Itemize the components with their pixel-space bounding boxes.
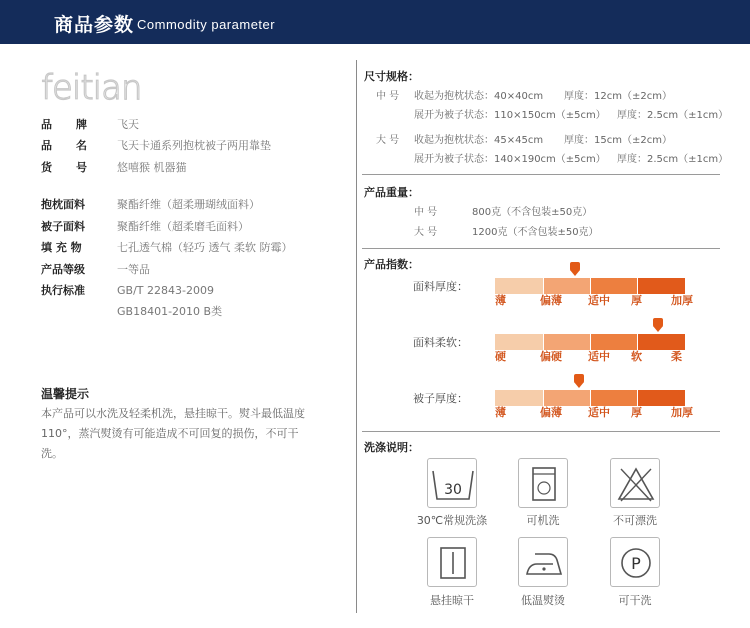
info-value: 聚酯纤维（超柔磨毛面料）	[117, 220, 249, 233]
dry-clean-letter: P	[631, 554, 641, 573]
size-large-pillow-thick: 厚度：15cm（±2cm）	[564, 135, 672, 146]
size-medium-quilt-thick: 厚度：2.5cm（±1cm）	[617, 110, 729, 121]
info-value: 飞天卡通系列抱枕被子两用靠垫	[117, 139, 271, 152]
index-label: 适中	[588, 294, 610, 307]
washing-caption: 不可漂洗	[613, 514, 657, 527]
info-key: 产品等级	[41, 263, 85, 276]
index-label: 加厚	[671, 406, 693, 419]
section-divider	[362, 174, 720, 175]
size-large-quilt-thick: 厚度：2.5cm（±1cm）	[617, 154, 729, 165]
info-key	[41, 138, 87, 154]
low-iron-icon	[518, 537, 568, 587]
info-key-char: 货	[41, 161, 52, 174]
section-divider	[362, 248, 720, 249]
weight-label-medium: 中 号	[414, 207, 438, 218]
info-key-char: 名	[76, 139, 87, 152]
washing-caption: 悬挂晾干	[430, 594, 474, 607]
brand-logo: feitian	[41, 68, 142, 108]
size-label-large: 大 号	[376, 135, 400, 146]
index-label: 柔	[671, 350, 682, 363]
size-medium-quilt: 展开为被子状态：110×150cm（±5cm）	[414, 110, 606, 121]
size-large-pillow: 收起为抱枕状态：45×45cm	[414, 135, 544, 146]
no-bleach-icon	[610, 458, 660, 508]
machine-wash-icon	[518, 458, 568, 508]
size-medium-pillow-thick: 厚度：12cm（±2cm）	[564, 91, 672, 102]
index-label: 加厚	[671, 294, 693, 307]
washing-caption: 30℃常规洗涤	[416, 514, 488, 527]
info-key	[41, 160, 87, 176]
info-value: 悠嘻猴 机器猫	[117, 161, 187, 174]
wash-temp-number: 30	[444, 482, 462, 498]
info-key: 填 充 物	[41, 241, 82, 254]
info-value: 飞天	[117, 118, 139, 131]
index-label: 偏薄	[540, 406, 562, 419]
info-value: 聚酯纤维（超柔珊瑚绒面料）	[117, 198, 260, 211]
washing-caption: 低温熨烫	[521, 594, 565, 607]
tips-text: 本产品可以水洗及轻柔机洗，悬挂晾干。熨斗最低温度 110°，蒸汽熨烫有可能造成不可回复的损伤，不可干洗。	[41, 407, 305, 460]
info-value: 七孔透气棉（轻巧 透气 柔软 防霉）	[117, 241, 293, 254]
info-key-char: 品	[41, 139, 52, 152]
index-label: 偏薄	[540, 294, 562, 307]
washing-caption: 可机洗	[526, 514, 560, 527]
info-key-char: 牌	[76, 118, 87, 131]
index-marker	[570, 262, 580, 276]
weight-value-medium: 800克（不含包装±50克）	[472, 207, 593, 218]
info-key-char: 号	[76, 161, 87, 174]
info-key: 执行标准	[41, 284, 85, 297]
index-marker	[653, 318, 663, 332]
header-title-cn: 商品参数	[54, 14, 135, 36]
weight-title: 产品重量：	[364, 186, 419, 199]
washing-caption: 可干洗	[618, 594, 652, 607]
dry-clean-p-icon	[610, 537, 660, 587]
info-key	[41, 117, 87, 133]
index-label: 薄	[495, 294, 506, 307]
size-large-quilt: 展开为被子状态：140×190cm（±5cm）	[414, 154, 606, 165]
info-key-char: 品	[41, 118, 52, 131]
washing-title: 洗涤说明：	[364, 441, 419, 454]
index-label: 厚	[631, 294, 642, 307]
header-title-en: Commodity parameter	[137, 17, 276, 32]
header-bar	[0, 0, 750, 44]
size-medium-pillow: 收起为抱枕状态：40×40cm	[414, 91, 544, 102]
index-label: 厚	[631, 406, 642, 419]
index-label: 硬	[495, 350, 506, 363]
info-key: 抱枕面料	[41, 198, 85, 211]
index-marker	[574, 374, 584, 388]
tips-title: 温馨提示	[41, 387, 90, 401]
index-name: 被子厚度：	[413, 392, 468, 405]
index-label: 软	[631, 350, 642, 363]
weight-value-large: 1200克（不含包装±50克）	[472, 227, 599, 238]
info-key: 被子面料	[41, 220, 85, 233]
vertical-divider	[356, 60, 357, 613]
index-label: 适中	[588, 406, 610, 419]
index-label: 偏硬	[540, 350, 562, 363]
index-name: 面料厚度：	[413, 280, 468, 293]
info-value: GB/T 22843-2009	[117, 284, 214, 297]
indices-title: 产品指数：	[364, 258, 419, 271]
weight-label-large: 大 号	[414, 227, 438, 238]
info-value: GB18401-2010 B类	[117, 305, 223, 318]
size-title: 尺寸规格：	[364, 70, 419, 83]
info-value: 一等品	[117, 263, 150, 276]
index-label: 薄	[495, 406, 506, 419]
hang-dry-icon	[427, 537, 477, 587]
index-name: 面料柔软：	[413, 336, 468, 349]
section-divider	[362, 431, 720, 432]
wash-30-icon	[427, 458, 477, 508]
index-label: 适中	[588, 350, 610, 363]
size-label-medium: 中 号	[376, 91, 400, 102]
